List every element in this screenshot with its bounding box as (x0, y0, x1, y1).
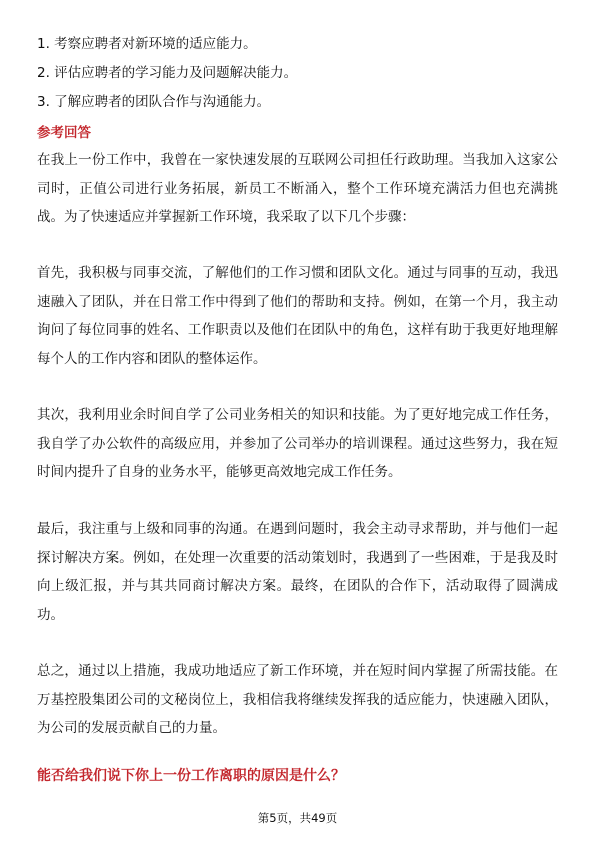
page-number-footer: 第5页，共49页 (257, 811, 338, 825)
answer-paragraph-first: 首先，我积极与同事交流，了解他们的工作习惯和团队文化。通过与同事的互动，我迅速融入了团队，并在日常工作中得到了他们的帮助和支持。例如，在第一个月，我主动询问了每位同事的姓名、工作职责以及他们在团队中的角色，这样有助于我更好地理解每个人的工作内容和团队的整体运作。 (37, 265, 558, 367)
next-question-heading: 能否给我们说下你上一份工作离职的原因是什么？ (37, 768, 345, 784)
answer-paragraph-second: 其次，我利用业余时间自学了公司业务相关的知识和技能。为了更好地完成工作任务，我自学了办公软件的高级应用，并参加了公司举办的培训课程。通过这些努力，我在短时间内提升了自身的业务水平，能够更高效地完成工作任务。 (37, 407, 558, 480)
answer-paragraph-intro: 在我上一份工作中，我曾在一家快速发展的互联网公司担任行政助理。当我加入这家公司时，正值公司进行业务拓展，新员工不断涌入，整个工作环境充满活力但也充满挑战。为了快速适应并掌握新工作环境，我采取了以下几个步骤： (37, 152, 558, 225)
answer-paragraph-last: 最后，我注重与上级和同事的沟通。在遇到问题时，我会主动寻求帮助，并与他们一起探讨解决方案。例如，在处理一次重要的活动策划时，我遇到了一些困难，于是我及时向上级汇报，并与其共同商讨解决方案。最终，在团队的合作下，活动取得了圆满成功。 (37, 521, 558, 623)
goal-item-2: 2. 评估应聘者的学习能力及问题解决能力。 (37, 65, 298, 81)
answer-paragraph-conclusion: 总之，通过以上措施，我成功地适应了新工作环境，并在短时间内掌握了所需技能。在万基控股集团公司的文秘岗位上，我相信我将继续发挥我的适应能力，快速融入团队，为公司的发展贡献自己的力量。 (37, 663, 558, 736)
goal-item-3: 3. 了解应聘者的团队合作与沟通能力。 (37, 94, 271, 110)
answer-heading: 参考回答 (37, 125, 91, 141)
goal-item-1: 1. 考察应聘者对新环境的适应能力。 (37, 36, 257, 52)
